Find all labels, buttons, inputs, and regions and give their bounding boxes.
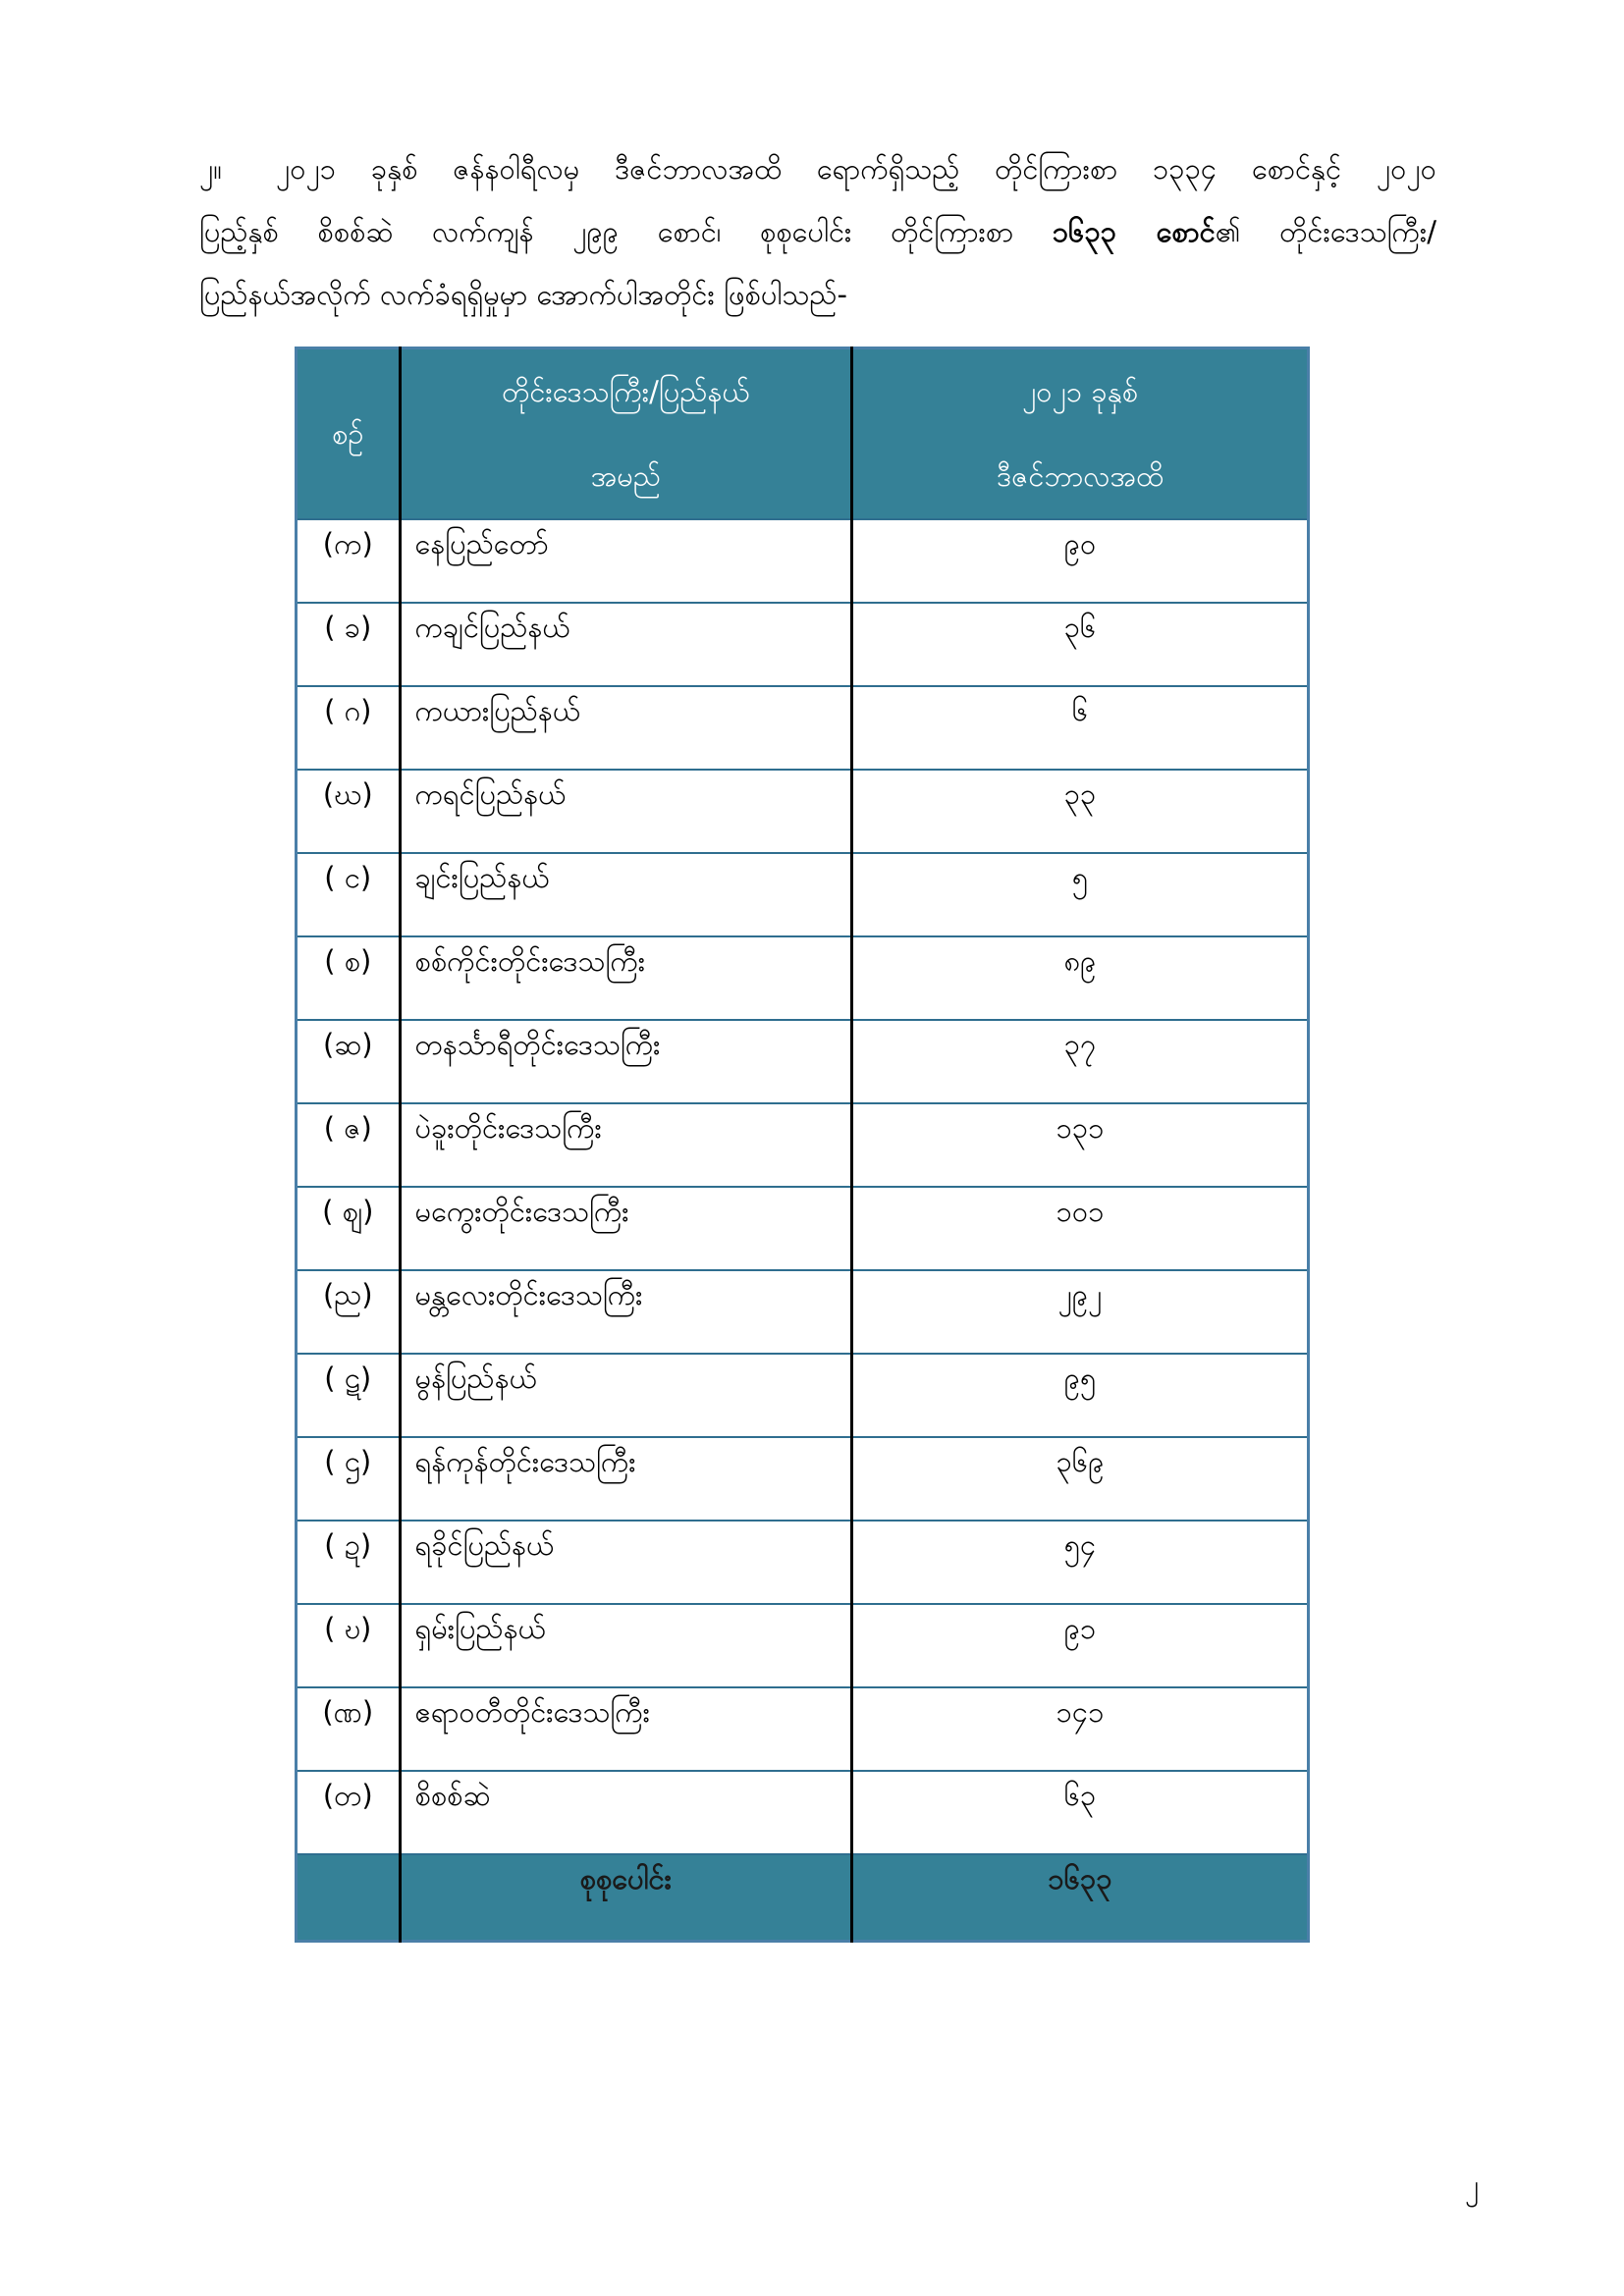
row-count: ၆၃ bbox=[852, 1771, 1309, 1854]
row-count: ၁၃၁ bbox=[852, 1103, 1309, 1187]
row-region-name: ပဲခူးတိုင်းဒေသကြီး bbox=[400, 1103, 852, 1187]
header-region-name bbox=[400, 348, 852, 520]
row-serial: ( စ) bbox=[297, 936, 401, 1020]
table-row bbox=[297, 1521, 1309, 1604]
table-footer bbox=[297, 1854, 1309, 1941]
row-region-name: ချင်းပြည်နယ် bbox=[400, 853, 852, 936]
row-region-name: စိစစ်ဆဲ bbox=[400, 1771, 852, 1854]
row-serial: ( င) bbox=[297, 853, 401, 936]
intro-line-2 bbox=[199, 200, 1436, 263]
row-serial: (ဆ) bbox=[297, 1020, 401, 1103]
row-serial: ( ဈ) bbox=[297, 1187, 401, 1270]
row-region-name: ရခိုင်ပြည်နယ် bbox=[400, 1521, 852, 1604]
table-row bbox=[297, 853, 1309, 936]
row-count: ၃၆၉ bbox=[852, 1437, 1309, 1521]
row-count: ၅ bbox=[852, 853, 1309, 936]
row-count: ၂၉၂ bbox=[852, 1270, 1309, 1354]
intro-line-3: ပြည်နယ်အလိုက် လက်ခံရရှိမှုမှာ အောက်ပါအတိုင်း ဖြစ်ပါသည်- bbox=[199, 278, 847, 311]
row-serial: ( ဍ) bbox=[297, 1521, 401, 1604]
row-count: ၆ bbox=[852, 686, 1309, 770]
header-count-line2: ဒီဇင်ဘာလအထိ bbox=[996, 459, 1164, 493]
page-number: ၂ bbox=[1465, 2168, 1480, 2202]
row-count: ၁၄၁ bbox=[852, 1687, 1309, 1771]
total-value: ၁၆၃၃ bbox=[852, 1854, 1309, 1941]
row-count: ၃၇ bbox=[852, 1020, 1309, 1103]
row-region-name: မွန်ပြည်နယ် bbox=[400, 1354, 852, 1437]
row-region-name: နေပြည်တော် bbox=[400, 519, 852, 603]
row-count: ၃၃ bbox=[852, 770, 1309, 853]
table-row bbox=[297, 1437, 1309, 1521]
row-region-name: ရန်ကုန်တိုင်းဒေသကြီး bbox=[400, 1437, 852, 1521]
table-row bbox=[297, 519, 1309, 603]
row-count: ၁၀၁ bbox=[852, 1187, 1309, 1270]
row-region-name: ကချင်ပြည်နယ် bbox=[400, 603, 852, 686]
table-row bbox=[297, 1187, 1309, 1270]
intro-line-2-text-a: ပြည့်နှစ် စိစစ်ဆဲ လက်ကျန် ၂၉၉ စောင်၊ စုစုပေါင်း တိုင်ကြားစာ bbox=[199, 215, 1014, 248]
intro-paragraph bbox=[199, 137, 1436, 326]
table-row bbox=[297, 1020, 1309, 1103]
table-row bbox=[297, 770, 1309, 853]
intro-total-emphasis: ၁၆၃၃ စောင် bbox=[1052, 215, 1216, 248]
intro-line-1-text: ၂၀၂၁ ခုနှစ် ဇန်နဝါရီလမှ ဒီဇင်ဘာလအထိ ရောက်ရှိသည့် တိုင်ကြားစာ ၁၃၃၄ စောင်နှင့် ၂၀၂၀ bbox=[276, 152, 1436, 186]
regions-table bbox=[295, 347, 1310, 1943]
header-row bbox=[297, 348, 1309, 520]
row-serial: ( ဌ) bbox=[297, 1437, 401, 1521]
row-serial: ( ခ) bbox=[297, 603, 401, 686]
total-label: စုစုပေါင်း bbox=[400, 1854, 852, 1941]
row-region-name: မန္တလေးတိုင်းဒေသကြီး bbox=[400, 1270, 852, 1354]
row-serial: (တ) bbox=[297, 1771, 401, 1854]
header-count-line1: ၂၀၂၁ ခုနှစ် bbox=[1022, 375, 1139, 408]
row-count: ၅၄ bbox=[852, 1521, 1309, 1604]
row-region-name: ကယားပြည်နယ် bbox=[400, 686, 852, 770]
row-serial: (က) bbox=[297, 519, 401, 603]
row-count: ၉၀ bbox=[852, 519, 1309, 603]
item-number: ၂။ bbox=[199, 152, 223, 186]
row-region-name: မကွေးတိုင်းဒေသကြီး bbox=[400, 1187, 852, 1270]
intro-line-1 bbox=[199, 137, 1436, 200]
header-count bbox=[852, 348, 1309, 520]
row-serial: ( ဎ) bbox=[297, 1604, 401, 1687]
row-count: ၃၆ bbox=[852, 603, 1309, 686]
row-region-name: ရှမ်းပြည်နယ် bbox=[400, 1604, 852, 1687]
header-region-name-line1: တိုင်းဒေသကြီး/ပြည်နယ် bbox=[502, 375, 750, 408]
row-serial: (ည) bbox=[297, 1270, 401, 1354]
table-row bbox=[297, 1103, 1309, 1187]
row-region-name: ဧရာဝတီတိုင်းဒေသကြီး bbox=[400, 1687, 852, 1771]
row-region-name: ကရင်ပြည်နယ် bbox=[400, 770, 852, 853]
table-row bbox=[297, 1604, 1309, 1687]
row-count: ၉၁ bbox=[852, 1604, 1309, 1687]
header-serial: စဉ် bbox=[297, 348, 401, 520]
table-row bbox=[297, 936, 1309, 1020]
row-serial: ( ဋ) bbox=[297, 1354, 401, 1437]
table-row bbox=[297, 1771, 1309, 1854]
row-serial: (ဏ) bbox=[297, 1687, 401, 1771]
row-count: ၈၉ bbox=[852, 936, 1309, 1020]
row-region-name: တနင်္သာရီတိုင်းဒေသကြီး bbox=[400, 1020, 852, 1103]
table-row bbox=[297, 1354, 1309, 1437]
intro-line-2-text-b: ၏ တိုင်းဒေသကြီး/ bbox=[1215, 215, 1437, 248]
total-serial-cell bbox=[297, 1854, 401, 1941]
row-count: ၉၅ bbox=[852, 1354, 1309, 1437]
table-row bbox=[297, 1687, 1309, 1771]
table-body bbox=[297, 519, 1309, 1854]
table-row bbox=[297, 603, 1309, 686]
total-row bbox=[297, 1854, 1309, 1941]
row-serial: ( ဇ) bbox=[297, 1103, 401, 1187]
table-header bbox=[297, 348, 1309, 520]
header-region-name-line2: အမည် bbox=[590, 459, 661, 493]
row-region-name: စစ်ကိုင်းတိုင်းဒေသကြီး bbox=[400, 936, 852, 1020]
table-row bbox=[297, 686, 1309, 770]
row-serial: ( ဂ) bbox=[297, 686, 401, 770]
table-row bbox=[297, 1270, 1309, 1354]
row-serial: (ဃ) bbox=[297, 770, 401, 853]
